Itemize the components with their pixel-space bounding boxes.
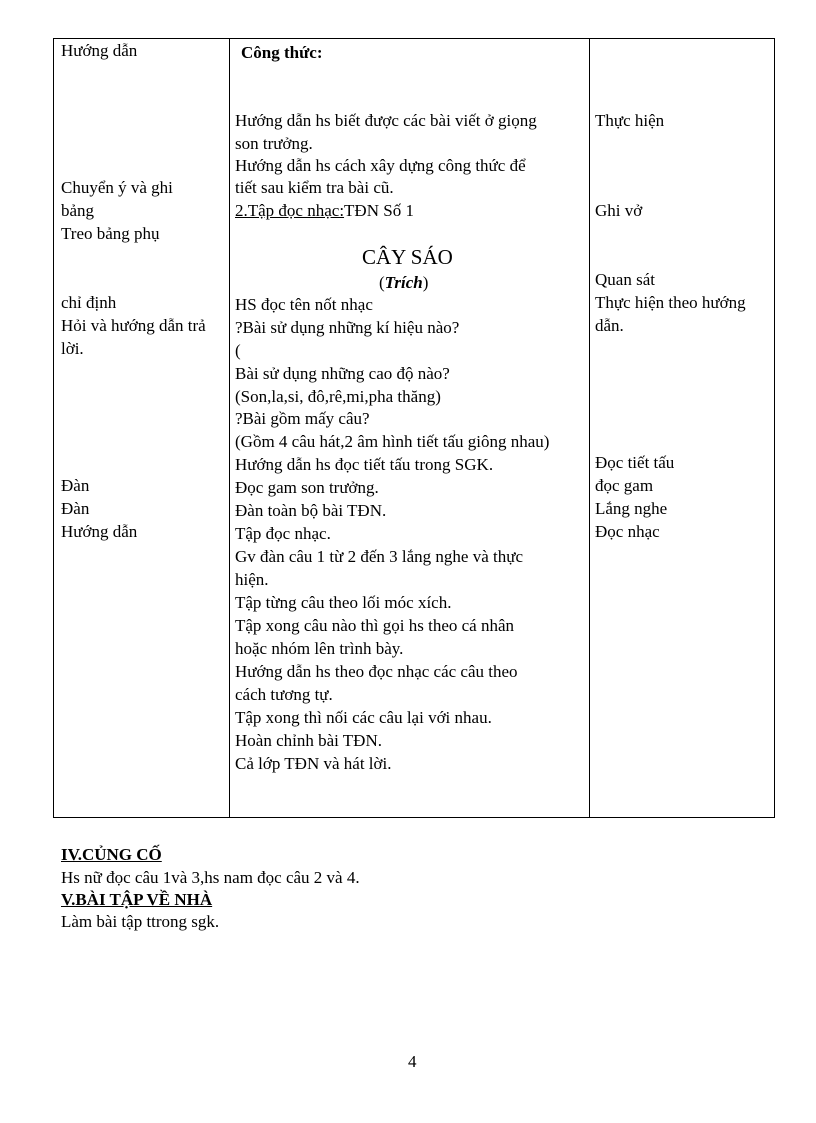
- content-line: son trưởng.: [235, 134, 313, 153]
- col3-line: dẫn.: [595, 316, 624, 335]
- col3-line: Đọc tiết tấu: [595, 453, 675, 472]
- section-iv-text: Hs nữ đọc câu 1và 3,hs nam đọc câu 2 và 4.: [61, 868, 360, 887]
- content-line: Bài sử dụng những cao độ nào?: [235, 364, 450, 383]
- content-line: Hướng dẫn hs theo đọc nhạc các câu theo: [235, 662, 518, 681]
- section-heading: [235, 200, 414, 222]
- content-line: Gv đàn câu 1 từ 2 đến 3 lắng nghe và thực: [235, 547, 523, 566]
- song-subtitle-close: ): [422, 273, 429, 292]
- column-divider-1: [229, 39, 230, 817]
- col1-line: Đàn: [61, 499, 90, 518]
- col1-line: Đàn: [61, 476, 90, 495]
- col1-line: lời.: [61, 339, 84, 358]
- content-line: Cả lớp TĐN và hát lời.: [235, 754, 392, 773]
- content-line: Đọc gam son trưởng.: [235, 478, 379, 497]
- content-line: hoặc nhóm lên trình bày.: [235, 639, 404, 658]
- song-subtitle: [379, 272, 428, 294]
- col3-line: Đọc nhạc: [595, 522, 660, 541]
- song-title: CÂY SÁO: [362, 245, 453, 269]
- col1-line: Hỏi và hướng dẫn trả: [61, 316, 206, 335]
- content-line: cách tương tự.: [235, 685, 333, 704]
- col3-line: đọc gam: [595, 476, 654, 495]
- section-rest: TĐN Số 1: [344, 201, 414, 220]
- section-v-heading: V.BÀI TẬP VỀ NHÀ: [61, 890, 213, 909]
- content-line: Tập xong câu nào thì gọi hs theo cá nhân: [235, 616, 515, 635]
- col3-line: Quan sát: [595, 270, 655, 289]
- content-line: ?Bài sử dụng những kí hiệu nào?: [235, 318, 460, 337]
- section-v-text: Làm bài tập ttrong sgk.: [61, 912, 220, 931]
- content-line: (Son,la,si, đô,rê,mi,pha thăng): [235, 387, 441, 406]
- content-line: ?Bài gồm mấy câu?: [235, 409, 370, 428]
- content-line: (: [235, 341, 241, 360]
- content-line: Đàn toàn bộ bài TĐN.: [235, 501, 387, 520]
- content-line: Tập đọc nhạc.: [235, 524, 331, 543]
- col1-line: Hướng dẫn: [61, 41, 138, 60]
- song-subtitle-word: Trích: [384, 273, 423, 292]
- content-line: HS đọc tên nốt nhạc: [235, 295, 373, 314]
- col3-line: Ghi vở: [595, 201, 643, 220]
- col3-line: Lắng nghe: [595, 499, 668, 518]
- content-line: Hướng dẫn hs cách xây dựng công thức để: [235, 156, 526, 175]
- section-label: 2.Tập đọc nhạc:: [235, 201, 345, 220]
- content-line: Hướng dẫn hs biết được các bài viết ở giọng: [235, 111, 537, 130]
- col1-line: Chuyển ý và ghi: [61, 178, 173, 197]
- col1-line: bảng: [61, 201, 95, 220]
- content-line: Hướng dẫn hs đọc tiết tấu trong SGK.: [235, 455, 494, 474]
- content-heading: Công thức:: [241, 43, 323, 62]
- content-line: Tập từng câu theo lối móc xích.: [235, 593, 452, 612]
- col3-line: Thực hiện: [595, 111, 665, 130]
- content-line: hiện.: [235, 570, 269, 589]
- column-divider-2: [589, 39, 590, 817]
- col1-line: Treo bảng phụ: [61, 224, 160, 243]
- content-line: (Gồm 4 câu hát,2 âm hình tiết tấu giông nhau): [235, 432, 550, 451]
- content-line: Hoàn chỉnh bài TĐN.: [235, 731, 382, 750]
- col3-line: Thực hiện theo hướng: [595, 293, 746, 312]
- section-iv-heading: IV.CỦNG CỐ: [61, 845, 162, 864]
- col1-line: chỉ định: [61, 293, 117, 312]
- song-subtitle-open: (: [379, 273, 385, 292]
- col1-line: Hướng dẫn: [61, 522, 138, 541]
- page-number: 4: [408, 1052, 417, 1071]
- content-line: tiết sau kiểm tra bài cũ.: [235, 178, 394, 197]
- content-line: Tập xong thì nối các câu lại với nhau.: [235, 708, 492, 727]
